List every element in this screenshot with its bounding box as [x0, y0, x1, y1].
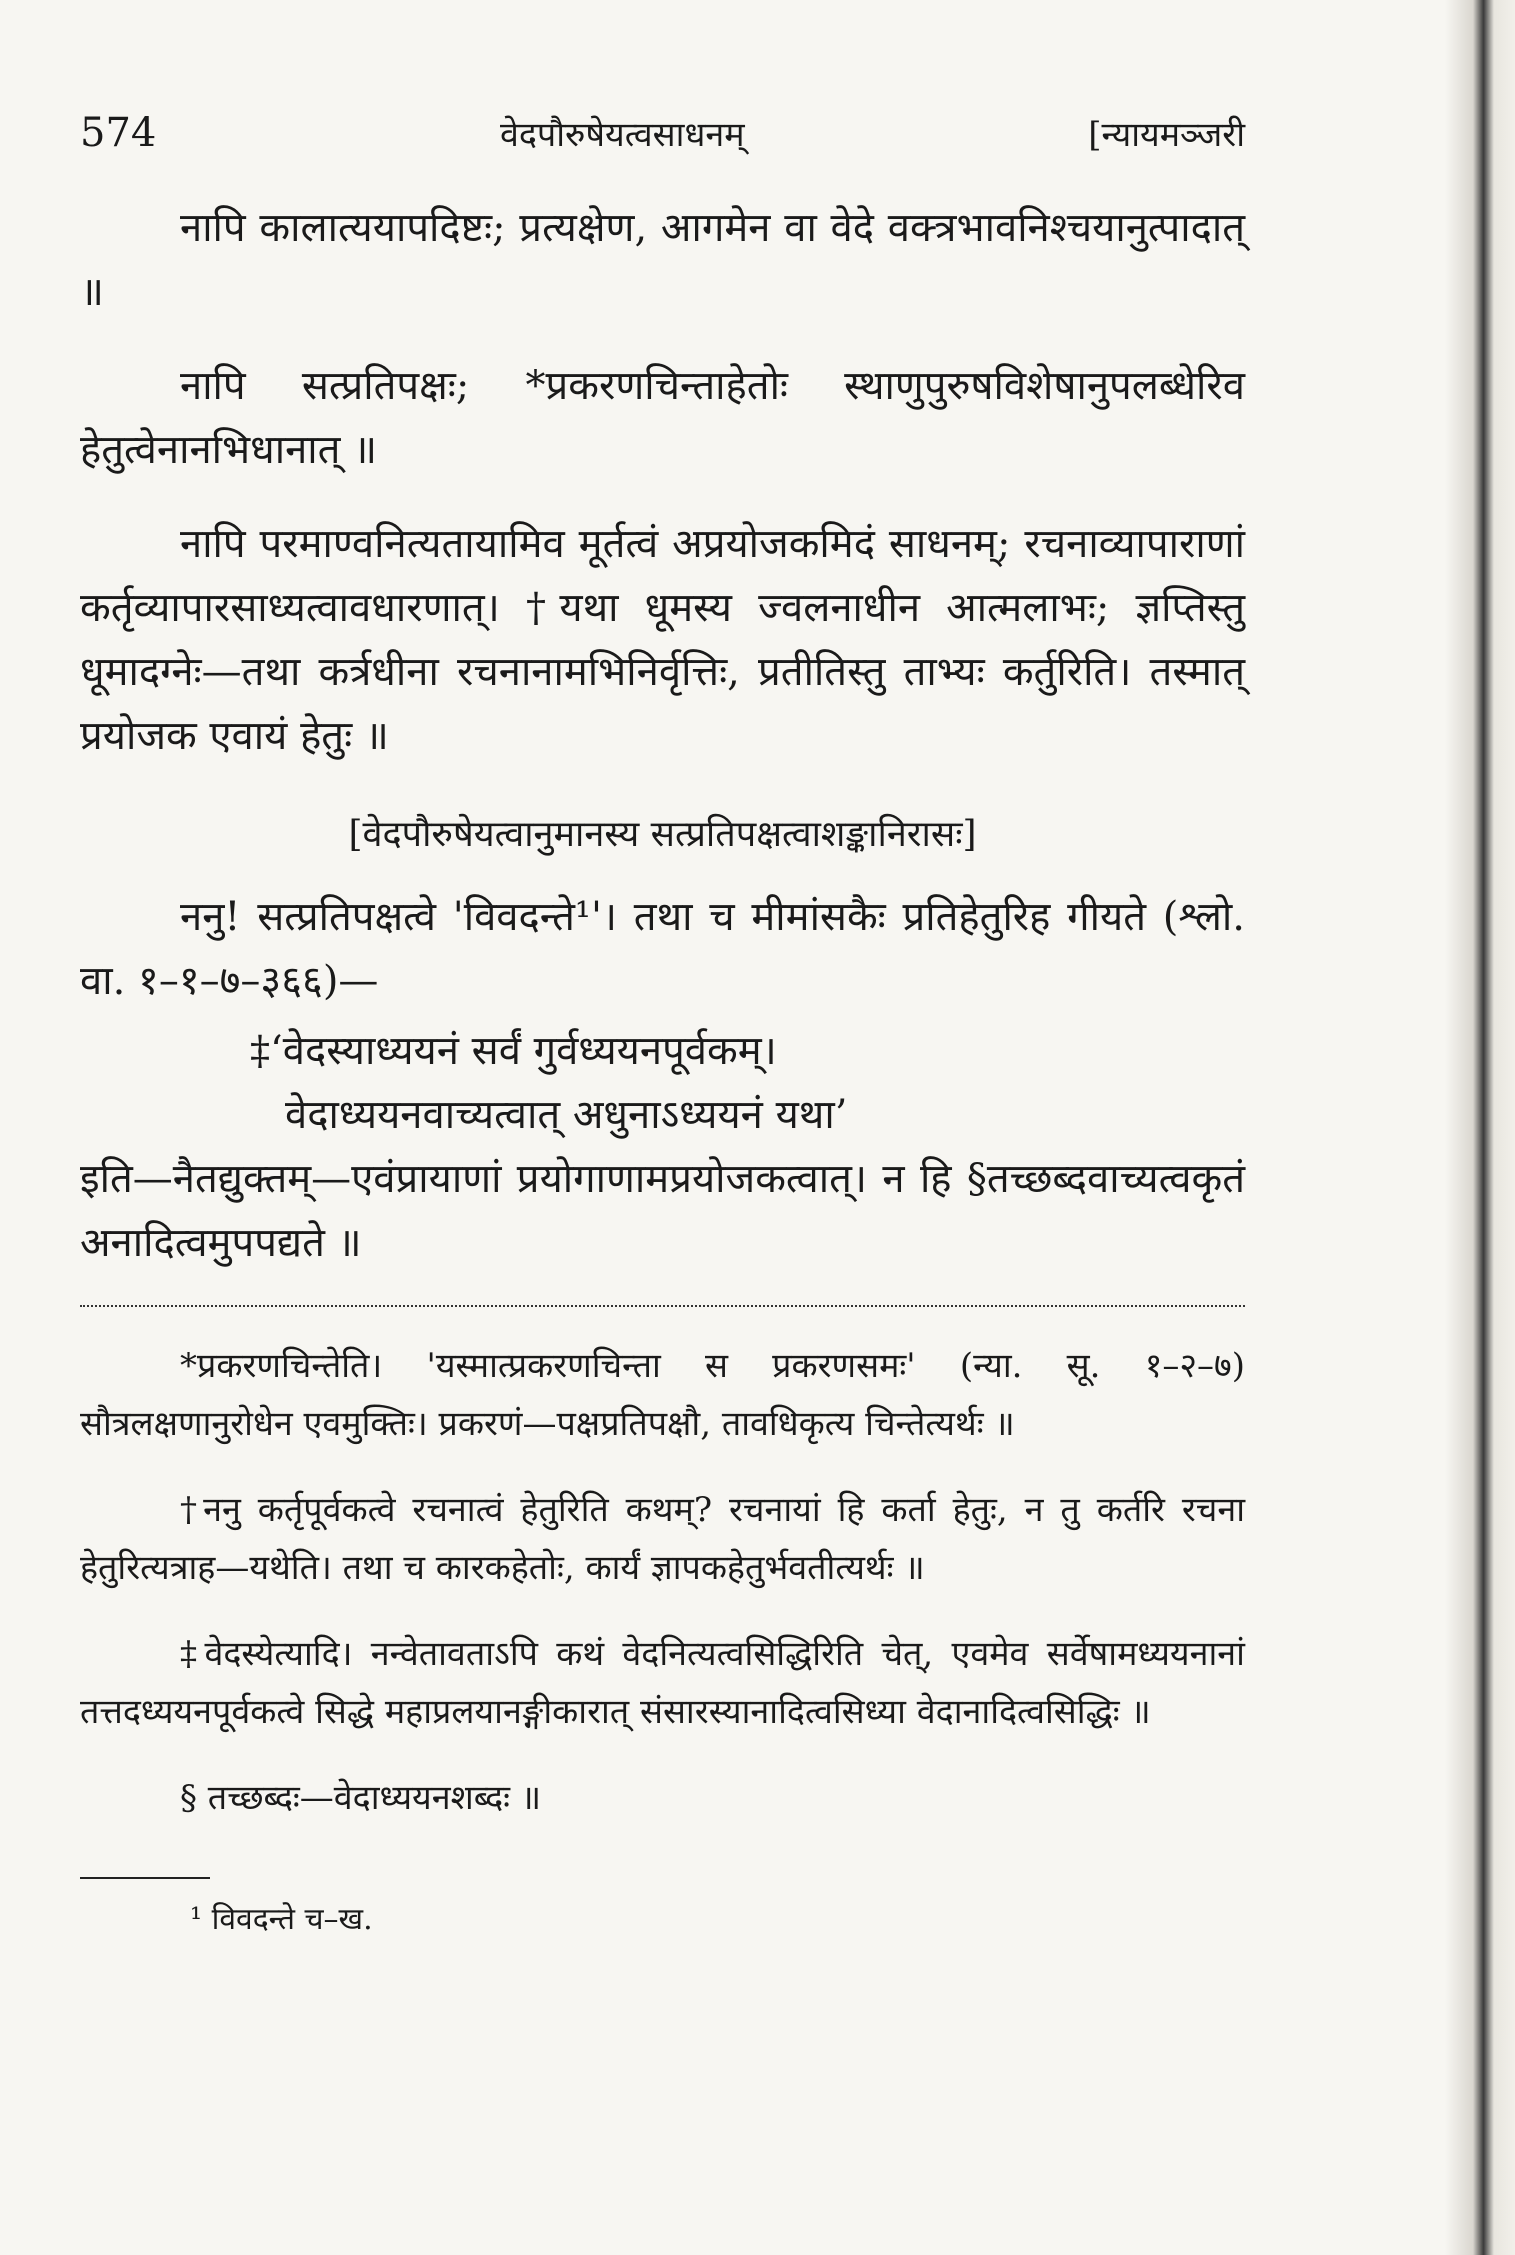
verse-line-2: वेदाध्ययनवाच्यत्वात् अधुनाऽध्ययनं यथा’: [285, 1092, 848, 1138]
commentary-note-2: †ननु कर्तृपूर्वकत्वे रचनात्वं हेतुरिति कथम्? रचनायां हि कर्ता हेतुः, न तु कर्तरि रचना हेतुरित्यत्राह—यथेति। तथा च कारकहेतोः, कार्यं ज्ञापकहेतुर्भवतीत्यर्थः ॥: [80, 1490, 1245, 1588]
page-number: 574: [80, 110, 157, 156]
commentary: [80, 1337, 1245, 1827]
book-page: [80, 110, 1245, 1938]
commentary-note-4: § तच्छब्दः—वेदाध्ययनशब्दः ॥: [180, 1778, 542, 1818]
page-header: [80, 110, 1245, 156]
commentary-note-3: ‡वेदस्येत्यादि। नन्वेतावताऽपि कथं वेदनित्यत्वसिद्धिरिति चेत्, एवमेव सर्वेषामध्ययनानां तत्तदध्ययनपूर्वकत्वे सिद्धे महाप्रलयानङ्गीकारात् संसारस्यानादित्वसिध्या वेदानादित्वसिद्धिः ॥: [80, 1634, 1245, 1732]
commentary-divider: [80, 1305, 1245, 1307]
verse-line-1: ‡‘वेदस्याध्ययनं सर्वं गुर्वध्ययनपूर्वकम्।: [250, 1028, 777, 1074]
footnote-rule: [80, 1877, 210, 1879]
commentary-note-1: *प्रकरणचिन्तेति। 'यस्मात्प्रकरणचिन्ता स प्रकरणसमः' (न्या. सू. १–२–७) सौत्रलक्षणानुरोधेन एवमुक्तिः। प्रकरणं—पक्षप्रतिपक्षौ, तावधिकृत्य चिन्तेत्यर्थः ॥: [80, 1346, 1245, 1444]
section-heading: [वेदपौरुषेयत्वानुमानस्य सत्प्रतिपक्षत्वाशङ्कानिरासः]: [348, 814, 977, 855]
footnote: ¹ विवदन्ते च–ख.: [190, 1902, 373, 1937]
main-paragraph-3: नापि परमाण्वनित्यतायामिव मूर्तत्वं अप्रयोजकमिदं साधनम्; रचनाव्यापाराणां कर्तृव्यापारसाध्यत्वावधारणात्। †यथा धूमस्य ज्वलनाधीन आत्मलाभः; ज्ञप्तिस्तु धूमादग्नेः—तथा कर्त्रधीना रचनानामभिनिर्वृत्तिः, प्रतीतिस्तु ताभ्यः कर्तुरिति। तस्मात् प्रयोजक एवायं हेतुः ॥: [80, 521, 1245, 759]
running-title: वेदपौरुषेयत्वसाधनम्: [499, 115, 745, 155]
main-paragraph-4: ननु! सत्प्रतिपक्षत्वे 'विवदन्ते¹'। तथा च मीमांसकैः प्रतिहेतुरिह गीयते (श्लो. वा. १–१–७–३६६)—: [80, 894, 1245, 1004]
main-paragraph-2: नापि सत्प्रतिपक्षः; *प्रकरणचिन्ताहेतोः स्थाणुपुरुषविशेषानुपलब्धेरिव हेतुत्वेनानभिधानात् ॥: [80, 363, 1245, 473]
main-paragraph-1: नापि कालात्ययापदिष्टः; प्रत्यक्षेण, आगमेन वा वेदे वक्त्रभावनिश्चयानुत्पादात् ॥: [80, 205, 1245, 315]
main-paragraph-5: इति—नैतद्युक्तम्—एवंप्रायाणां प्रयोगाणामप्रयोजकत्वात्। न हि §तच्छब्दवाच्यत्वकृतं अनादित्वमुपपद्यते ॥: [80, 1156, 1245, 1266]
book-title: [न्यायमञ्जरी: [1088, 115, 1245, 155]
page-edge-scan-shadow: [1445, 0, 1515, 2255]
main-text: [80, 196, 1245, 1275]
